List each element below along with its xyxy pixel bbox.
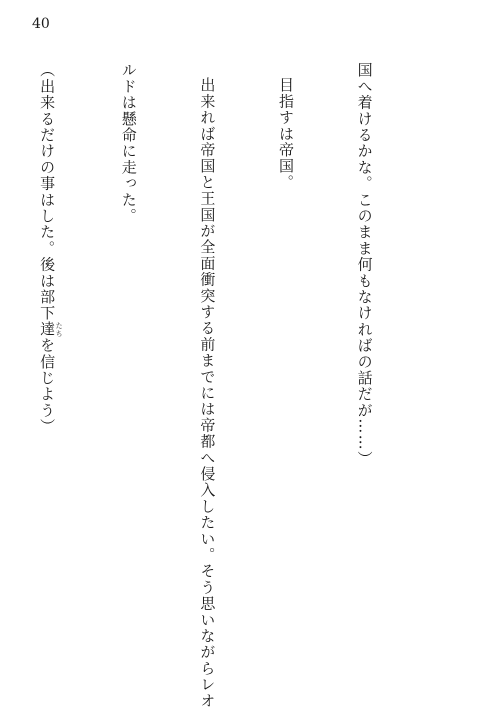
furigana-reading: たち [55,321,64,338]
text-line: （出来るだけの事はした。後は部下達 たちを信じよう） [38,62,64,435]
text-line: ルドは懸命に走った。 [119,62,138,224]
furigana-ruby: 達 たち [38,321,64,338]
vertical-text-body [38,62,430,709]
page-number: 40 [32,16,50,32]
text-line: 目指すは帝国。 [276,77,295,191]
text-line: 国へ着けるかな。このまま何もなければの話だが……） [355,62,374,467]
text-line: 出来れば帝国と王国が全面衝突する前までには帝都へ侵入したい。そう思いながらレオ [198,77,217,709]
